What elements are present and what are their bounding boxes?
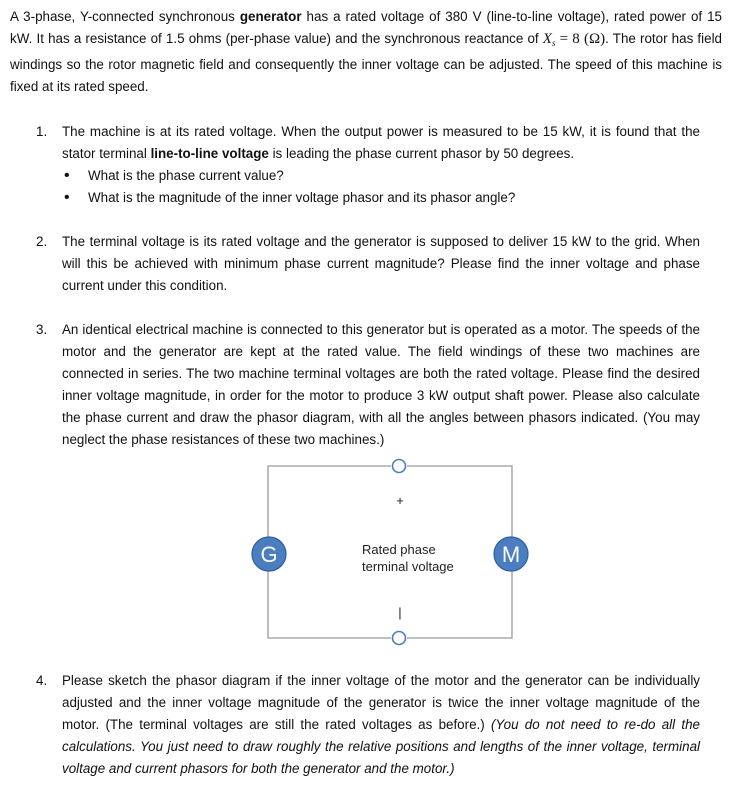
question-2-number: 2.: [36, 234, 48, 249]
question-1-text-a: The machine is at its rated voltage. When the output power is measured to be 15 kW, it is found that the stator terminal: [62, 124, 700, 161]
top-terminal: [393, 460, 406, 473]
question-3-text: An identical electrical machine is connected to this generator but is operated as a motor. The speeds of the motor and the generator are kept at the rated value. The field windings of these two machines are connected in series. The two machine terminal voltages are both the rated voltage. Please find the desired inner voltage magnitude, in order for the motor to produce 3 kW output shaft power. Please also calculate the phase current and draw the phasor diagram, with all the angles between phasors indicated. (You may neglect the phase resistances of these two machines.): [62, 322, 700, 447]
intro-paragraph: [10, 6, 722, 98]
plus-sign: +: [396, 493, 404, 508]
question-1-bold: line-to-line voltage: [150, 146, 269, 161]
question-1: [36, 121, 700, 209]
question-4: [36, 670, 700, 780]
minus-sign: |: [398, 605, 402, 620]
generator-label: G: [260, 542, 278, 567]
question-2: [36, 231, 700, 297]
voltage-label-line-2: terminal voltage: [362, 559, 454, 574]
xs-unit: (Ω): [583, 31, 606, 47]
intro-text-1: A 3-phase, Y-connected synchronous: [10, 9, 240, 24]
xs-subscript: s: [551, 38, 556, 48]
motor-label: M: [501, 542, 521, 567]
xs-value: = 8: [559, 31, 580, 47]
bullet-item: • What is the phase current value?: [64, 165, 700, 187]
question-2-text: The terminal voltage is its rated voltage and the generator is supposed to deliver 15 kW to the grid. When will this be achieved with minimum phase current magnitude? Please find the inner voltage and phase current under this condition.: [62, 234, 700, 293]
question-4-text: Please sketch the phasor diagram if the inner voltage of the motor and the generator can be individually adjusted and the inner voltage magnitude of the generator is twice the inner voltage magnitude of the motor. (The terminal voltages are still the rated voltages as before.): [62, 673, 700, 732]
voltage-label-line-1: Rated phase: [362, 542, 436, 557]
question-4-number: 4.: [36, 673, 48, 688]
xs-symbol: X: [542, 31, 552, 47]
question-1-number: 1.: [36, 124, 48, 139]
question-4-italic-note: (You do not need to re-do all the calculations. You just need to draw roughly the relative positions and lengths of the inner voltage, terminal voltage and current phasors for both the generator and the motor.): [62, 717, 700, 776]
circuit-diagram: [236, 458, 536, 648]
bottom-terminal: [393, 632, 406, 645]
question-1-text-b: is leading the phase current phasor by 50 degrees.: [268, 146, 575, 161]
question-1-bullets: [64, 165, 700, 209]
question-3-number: 3.: [36, 322, 48, 337]
bullet-item: • What is the magnitude of the inner voltage phasor and its phasor angle?: [64, 187, 700, 209]
intro-text-2: has a rated voltage of 380 V (line-to-line voltage), rated power of 15 kW. It has a resistance of 1.5 ohms (per-phase value) and the synchronous reactance of: [10, 9, 722, 46]
intro-bold-generator: generator: [239, 9, 302, 24]
question-3: [36, 319, 700, 451]
intro-text-3: . The rotor has field windings so the rotor magnetic field and consequently the inner voltage can be adjusted. The speed of this machine is fixed at its rated speed.: [10, 31, 722, 94]
